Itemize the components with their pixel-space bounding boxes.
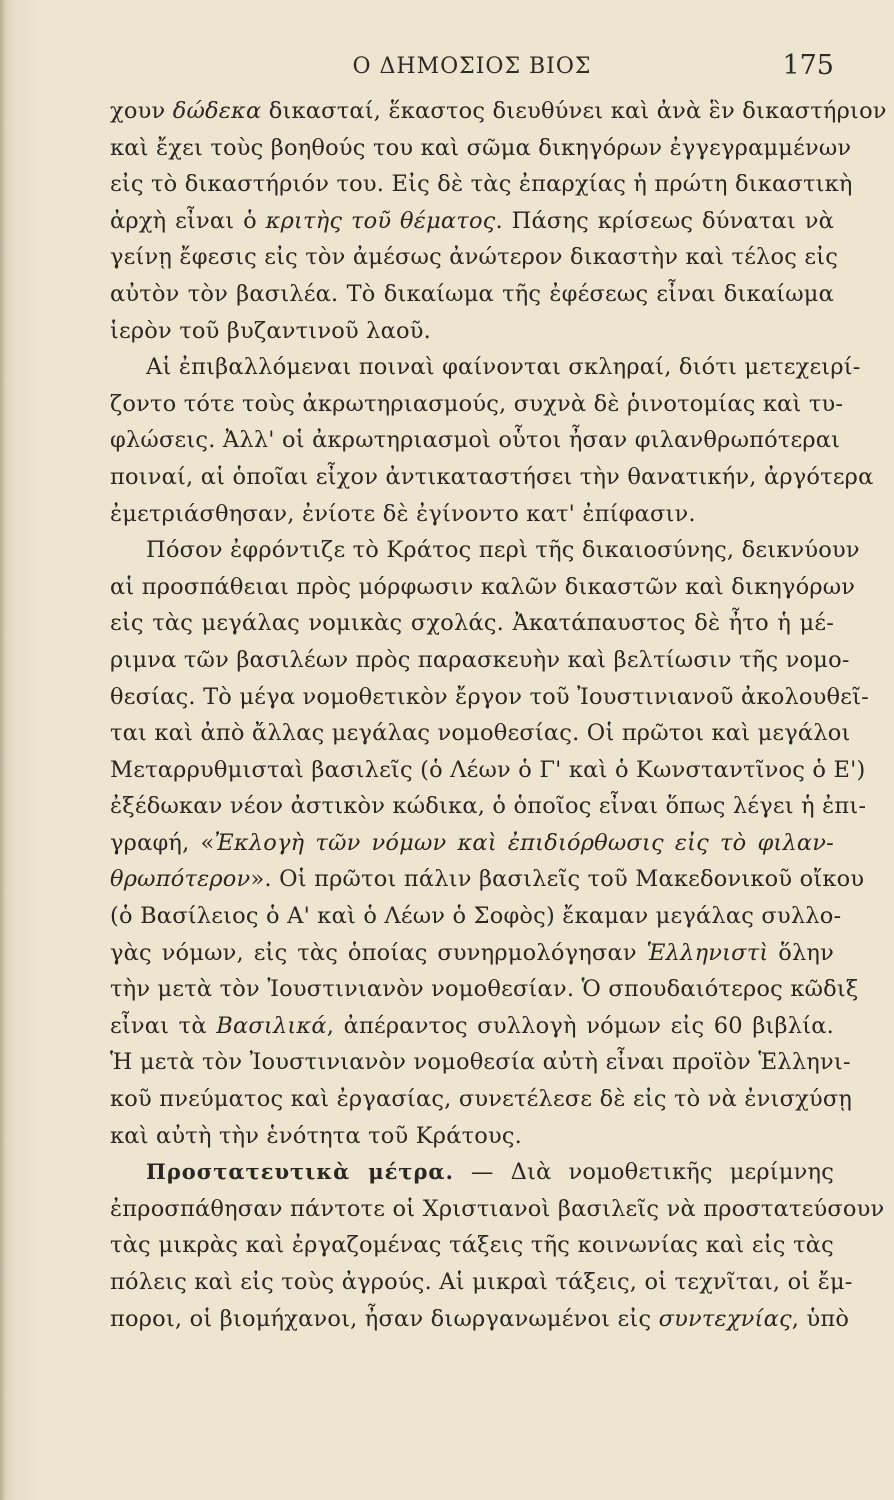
text-line — [110, 1191, 885, 1228]
text-line — [110, 1081, 853, 1118]
text-line — [110, 496, 834, 533]
text-run: γραφή, « — [110, 829, 215, 856]
text-run: (ὁ Βασίλειος ὁ Α' καὶ ὁ Λέων ὁ Σοφὸς) ἔκαμαν μεγάλας συλλο- — [110, 903, 842, 930]
text-run: καὶ αὐτὴ τὴν ἑνότητα τοῦ Κράτους. — [110, 1122, 523, 1149]
text-run: ποιναί, αἱ ὁποῖαι εἶχον ἀντικαταστήσει τὴν θανατικήν, ἀργότερα — [110, 463, 874, 490]
text-line — [110, 422, 841, 459]
text-run: αἱ προσπάθειαι πρὸς μόρφωσιν καλῶν δικαστῶν καὶ δικηγόρων — [110, 573, 856, 600]
text-run: ἐπροσπάθησαν πάντοτε οἱ Χριστιανοὶ βασιλεῖς νὰ προστατεύσουν — [110, 1195, 885, 1222]
text-line — [110, 459, 874, 496]
text-run: ἀρχὴ εἶναι ὁ — [110, 207, 266, 234]
text-line — [110, 715, 851, 752]
running-title: Ο ΔΗΜΟΣΙΟΣ ΒΙΟΣ — [352, 54, 592, 79]
body-text — [110, 93, 887, 1337]
text-line — [110, 861, 865, 898]
text-line — [110, 276, 834, 313]
paragraph — [110, 532, 869, 1154]
text-run: ἐξέδωκαν νέον ἀστικὸν κώδικα, ὁ ὁποῖος εἶναι ὅπως λέγει ἡ ἐπι- — [110, 793, 867, 820]
text-run: καὶ ἔχει τοὺς βοηθούς του καὶ σῶμα δικηγόρων ἐγγεγραμμένων — [110, 134, 852, 161]
text-run: εἰς τὰς μεγάλας νομικὰς σχολάς. Ἀκατάπαυστος δὲ ἦτο ἡ μέ- — [110, 610, 834, 637]
text-run: ἱερὸν τοῦ βυζαντινοῦ λαοῦ. — [110, 317, 432, 344]
text-run: ται καὶ ἀπὸ ἄλλας μεγάλας νομοθεσίας. Οἱ πρῶτοι καὶ μεγάλοι — [110, 720, 851, 747]
text-line — [110, 166, 853, 203]
text-run: δικασταί, ἕκαστος διευθύνει καὶ ἀνὰ ἓν δικαστήριον — [261, 98, 887, 124]
italic-run: Ἐκλογὴ τῶν νόμων καὶ ἐπιδιόρθωσις εἰς τὸ φιλαν- — [214, 829, 834, 856]
text-run: , ὑπὸ — [791, 1305, 850, 1332]
text-run: φλώσεις. Ἀλλ' οἱ ἀκρωτηριασμοὶ οὗτοι ἦσαν φιλανθρωπότεραι — [110, 427, 841, 454]
text-line — [110, 1118, 834, 1155]
text-run: ὅλην — [768, 939, 834, 966]
text-run: . Πάσης κρίσεως δύναται νὰ — [495, 207, 835, 234]
text-line — [110, 532, 860, 569]
text-line — [110, 971, 859, 1008]
text-line — [110, 349, 861, 386]
text-line — [110, 605, 834, 642]
italic-run: συντεχνίας — [658, 1305, 792, 1332]
running-head — [110, 50, 834, 86]
italic-run: Ἑλληνιστὶ — [646, 939, 769, 966]
text-run: τὰς μικρὰς καὶ ἐργαζομένας τάξεις τῆς κοινωνίας καὶ εἰς τὰς — [110, 1232, 834, 1259]
text-run: ». Οἱ πρῶτοι πάλιν βασιλεῖς τοῦ Μακεδονικοῦ οἴκου — [250, 866, 865, 893]
text-run: — Διὰ νομοθετικῆς μερίμνης — [453, 1159, 834, 1186]
text-run: ποροι, οἱ βιομήχανοι, ἦσαν διωργανωμένοι εἰς — [110, 1305, 659, 1332]
text-line — [110, 386, 844, 423]
page-gutter-shadow — [0, 0, 6, 1500]
text-run: γὰς νόμων, εἰς τὰς ὁποίας συνηρμολόγησαν — [110, 939, 647, 966]
paragraph — [110, 93, 887, 349]
text-line — [110, 1044, 851, 1081]
text-run: χουν — [110, 98, 173, 124]
text-line — [110, 825, 834, 862]
text-line — [110, 1227, 834, 1264]
text-line — [110, 313, 834, 350]
text-line — [110, 569, 856, 606]
text-line — [110, 130, 852, 167]
text-run: Πόσον ἐφρόντιζε τὸ Κράτος περὶ τῆς δικαιοσύνης, δεικνύουν — [146, 537, 860, 564]
paragraph — [110, 349, 874, 532]
italic-run: κριτὴς τοῦ θέματος — [265, 207, 496, 234]
text-line — [110, 898, 842, 935]
italic-run: δώδεκα — [172, 98, 262, 124]
text-line — [110, 642, 850, 679]
italic-run: Βασιλικά — [216, 1012, 327, 1039]
text-run: κοῦ πνεύματος καὶ ἐργασίας, συνετέλεσε δὲ εἰς τὸ νὰ ἐνισχύσῃ — [110, 1086, 853, 1113]
text-line — [110, 788, 867, 825]
text-line — [110, 752, 866, 789]
text-run: , ἀπέραντος συλλογὴ νόμων εἰς 60 βιβλία. — [326, 1012, 834, 1039]
text-line — [110, 93, 887, 130]
text-run: Αἱ ἐπιβαλλόμεναι ποιναὶ φαίνονται σκληραί, διότι μετεχειρί- — [146, 354, 861, 381]
text-run: Ἡ μετὰ τὸν Ἰουστινιανὸν νομοθεσία αὐτὴ εἶναι προϊὸν Ἑλληνι- — [110, 1049, 851, 1076]
text-line — [110, 1008, 834, 1045]
text-line — [110, 1301, 850, 1338]
text-run: Μεταρρυθμισταὶ βασιλεῖς (ὁ Λέων ὁ Γ' καὶ ὁ Κωνσταντῖνος ὁ Ε') — [110, 756, 866, 783]
text-line — [110, 1154, 834, 1191]
paragraph — [110, 1154, 885, 1337]
text-line — [110, 239, 839, 276]
page-number: 175 — [782, 50, 834, 81]
text-run: ἐμετριάσθησαν, ἐνίοτε δὲ ἐγίνοντο κατ' ἐπίφασιν. — [110, 500, 696, 527]
text-run: εἰς τὸ δικαστήριόν του. Εἰς δὲ τὰς ἐπαρχίας ἡ πρώτη δικαστικὴ — [110, 171, 853, 198]
text-run: εἶναι τὰ — [110, 1012, 217, 1039]
text-line — [110, 679, 869, 716]
text-run: ζοντο τότε τοὺς ἀκρωτηριασμούς, συχνὰ δὲ ῥινοτομίας καὶ τυ- — [110, 390, 844, 417]
text-run: γείνῃ ἔφεσις εἰς τὸν ἀμέσως ἀνώτερον δικαστὴν καὶ τέλος εἰς — [110, 244, 839, 271]
text-line — [110, 935, 834, 972]
text-run: θεσίας. Τὸ μέγα νομοθετικὸν ἔργον τοῦ Ἰουστινιανοῦ ἀκολουθεῖ- — [110, 683, 869, 710]
text-run: πόλεις καὶ εἰς τοὺς ἀγρούς. Αἱ μικραὶ τάξεις, οἱ τεχνῖται, οἱ ἔμ- — [110, 1269, 853, 1295]
text-line — [110, 203, 834, 240]
text-line — [110, 1264, 853, 1301]
text-run: τὴν μετὰ τὸν Ἰουστινιανὸν νομοθεσίαν. Ὁ σπουδαιότερος κῶδιξ — [110, 976, 859, 1003]
italic-run: θρωπότερον — [110, 866, 251, 893]
section-subheading: Προστατευτικὰ μέτρα. — [146, 1159, 454, 1185]
text-run: αὐτὸν τὸν βασιλέα. Τὸ δικαίωμα τῆς ἐφέσεως εἶναι δικαίωμα — [110, 280, 834, 307]
text-run: ριμνα τῶν βασιλέων πρὸς παρασκευὴν καὶ βελτίωσιν τῆς νομο- — [110, 646, 850, 673]
